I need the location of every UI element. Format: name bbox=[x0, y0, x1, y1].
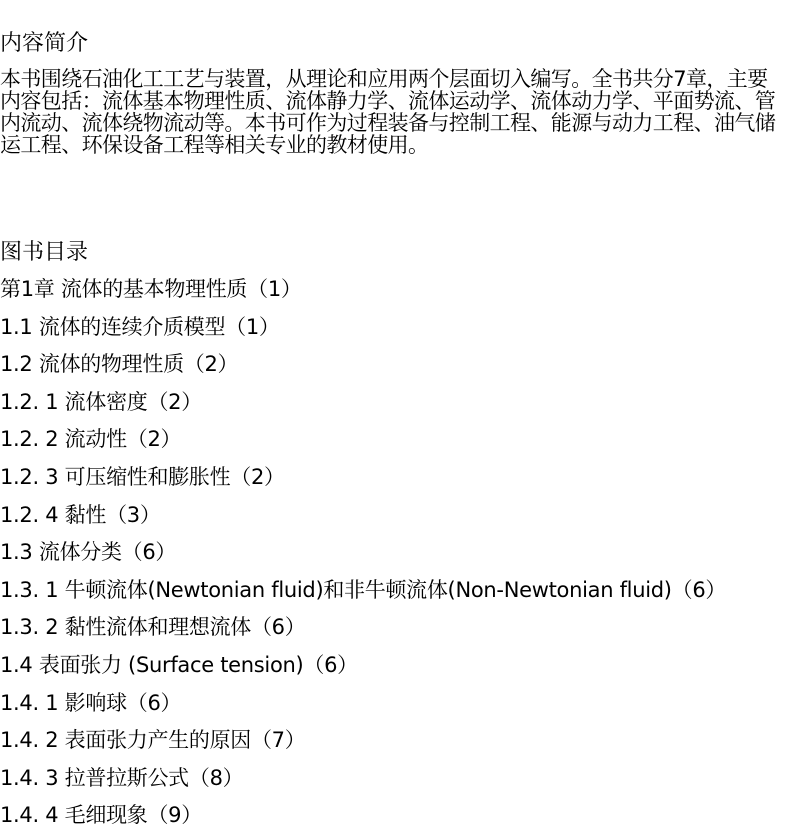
toc-item: 1.4. 4 毛细现象（9） bbox=[0, 803, 202, 828]
toc-item: 1.2 流体的物理性质（2） bbox=[0, 352, 239, 377]
intro-paragraph: 本书围绕石油化工工艺与装置，从理论和应用两个层面切入编写。全书共分7章，主要内容包括：流体基本物理性质、流体静力学、流体运动学、流体动力学、平面势流、管内流动、流体绕物流动等。本书可作为过程装备与控制工程、能源与动力工程、油气储运工程、环保设备工程等相关专业的教材使用。 bbox=[0, 67, 776, 157]
toc-item: 1.1 流体的连续介质模型（1） bbox=[0, 314, 280, 339]
toc-item: 1.2. 4 黏性（3） bbox=[0, 502, 161, 527]
toc-list bbox=[0, 274, 726, 838]
toc-item: 第1章 流体的基本物理性质（1） bbox=[0, 277, 302, 301]
toc-item: 1.4 表面张力 (Surface tension)（6） bbox=[0, 652, 358, 677]
toc-item: 1.2. 3 可压缩性和膨胀性（2） bbox=[0, 464, 285, 489]
toc-item: 1.2. 1 流体密度（2） bbox=[0, 389, 202, 414]
intro-heading: 内容简介 bbox=[0, 31, 89, 56]
toc-item: 1.2. 2 流动性（2） bbox=[0, 427, 182, 452]
toc-item: 1.3. 1 牛顿流体(Newtonian fluid)和非牛顿流体(Non-Newtonian fluid)（6） bbox=[0, 577, 727, 602]
toc-item: 1.3 流体分类（6） bbox=[0, 540, 177, 565]
toc-heading: 图书目录 bbox=[0, 240, 89, 265]
toc-item: 1.4. 1 影响球（6） bbox=[0, 690, 182, 715]
toc-item: 1.3. 2 黏性流体和理想流体（6） bbox=[0, 615, 306, 640]
toc-item: 1.4. 3 拉普拉斯公式（8） bbox=[0, 765, 244, 790]
toc-item: 1.4. 2 表面张力产生的原因（7） bbox=[0, 728, 306, 753]
